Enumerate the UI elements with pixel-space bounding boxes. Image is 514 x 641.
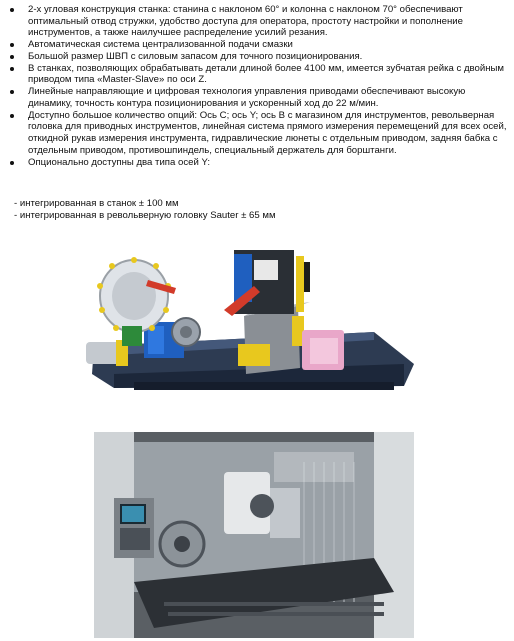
list-item xyxy=(6,157,510,169)
machine-rendering-image xyxy=(74,236,434,402)
bullet-icon xyxy=(10,43,14,47)
bullet-text: Автоматическая система централизованной подачи смазки xyxy=(28,39,293,51)
bullet-text: Опционально доступны два типа осей Y: xyxy=(28,156,211,168)
bullet-icon xyxy=(10,114,14,118)
bullet-text: Большой размер ШВП с силовым запасом для точного позиционирования. xyxy=(28,50,363,62)
bullet-text: В станках, позволяющих обрабатывать детали длиной более 4100 мм, имеется зубчатая рейка с двойным приводом типа «Master-Slave» по оси Z. xyxy=(28,62,505,86)
sub-item-y-axis-turret: - интегрированная в револьверную головку Sauter ± 65 мм xyxy=(14,210,276,221)
bullet-icon xyxy=(10,161,14,165)
list-item xyxy=(6,51,510,63)
bullet-icon xyxy=(10,8,14,12)
sub-item-y-axis-integrated: - интегрированная в станок ± 100 мм xyxy=(14,198,179,209)
list-item xyxy=(6,4,510,39)
bullet-text: Линейные направляющие и цифровая технология управления приводами обеспечивают высокую динамику, точность контура позиционирования и ускоренный ход до 22 м/мин. xyxy=(28,86,466,109)
bullet-text: Доступно большое количество опций: Ось С; ось Y; ось В с магазином для инструментов, револьверная головка для приводных инструментов, линейная система прямого измерения перемещений для всех осей, откидной рукав измерения инструмента, гидравлические люнеты с отдельным приводом, задняя бабка с отдельным приводом, противошпиндель, специальный держатель для борштанги. xyxy=(28,109,507,156)
list-item xyxy=(6,63,510,86)
list-item xyxy=(6,39,510,51)
bullet-icon xyxy=(10,55,14,59)
machine-interior-photo xyxy=(94,432,414,638)
bullet-icon xyxy=(10,67,14,71)
bullet-icon xyxy=(10,90,14,94)
list-item xyxy=(6,86,510,109)
list-item xyxy=(6,110,510,156)
bullet-text: 2-х угловая конструкция станка: станина с наклоном 60° и колонна с наклоном 70° обеспечивают оптимальный отвод стружки, удобство доступа для оператора, простоту настройки и пополнение инструментов, а также наилучшее распределение усилий резания. xyxy=(28,4,463,39)
feature-list xyxy=(6,4,510,168)
